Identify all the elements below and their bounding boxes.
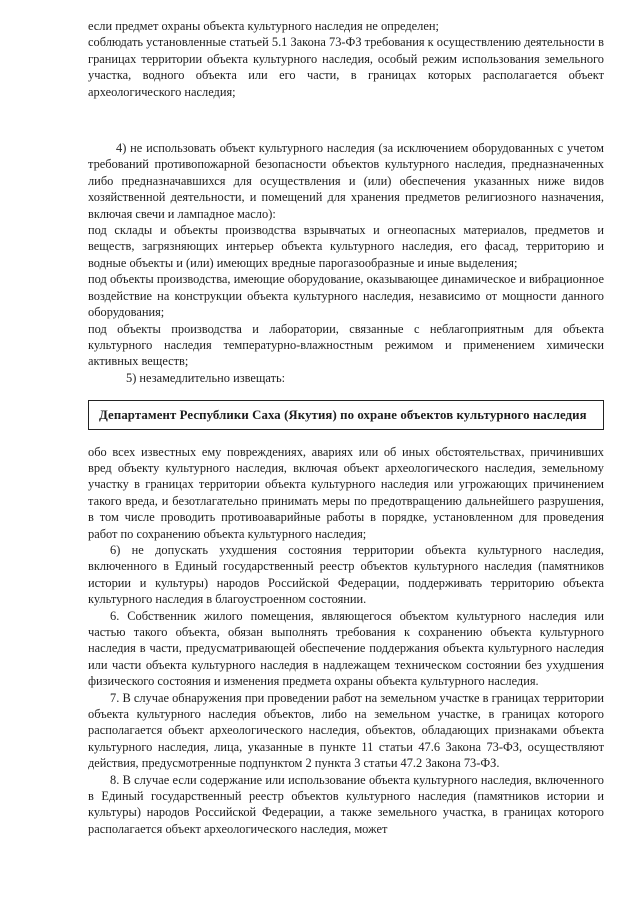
spacer — [88, 100, 604, 140]
item-4-subitem-production: под объекты производства, имеющие оборудование, оказывающее динамическое и вибрационное воздействие на конструкции объекта культурного наследия, независимо от мощности данного оборудования; — [88, 272, 604, 320]
paragraph-comply-requirements: соблюдать установленные статьей 5.1 Закона 73-ФЗ требования к осуществлению деятельности в границах территории объекта культурного наследия, особый режим использования земельного участка, водного объекта или его части, в границах которых располагается объект археологического наследия; — [88, 35, 604, 99]
item-5: 5) незамедлительно извещать: — [126, 370, 286, 385]
paragraph-protection-subject: если предмет охраны объекта культурного наследия не определен; — [88, 19, 439, 33]
department-box — [88, 400, 604, 429]
section-7: 7. В случае обнаружения при проведении работ на земельном участке в границах территории объекта культурного наследия объектов, либо на земельном участке, в границах которого располагается объект археологического наследия, объектов, обладающих признаками объекта культурного наследия, лица, указанные в пункте 11 статьи 47.6 Закона 73-ФЗ, осуществляют действия, предусмотренные подпунктом 2 пункта 3 статьи 47.2 Закона 73-ФЗ. — [88, 690, 604, 771]
section-8: 8. В случае если содержание или использование объекта культурного наследия, включенного в Единый государственный реестр объектов культурного наследия (памятников истории и культуры) народов Российской Федерации, а также земельного участка, в границах которого располагается объект археологического наследия, может — [88, 772, 604, 836]
item-4-intro: 4) не использовать объект культурного наследия (за исключением оборудованных с учетом требований противопожарной безопасности объектов культурного наследия, предназначенных либо предназначавшихся для осуществления и (или) обеспечения указанных ниже видов хозяйственной деятельности, и помещений для хранения предметов религиозного назначения, включая свечи и лампадное масло): — [88, 141, 604, 221]
section-6: 6. Собственник жилого помещения, являющегося объектом культурного наследия или частью такого объекта, обязан выполнять требования к сохранению объекта культурного наследия в части, предусматривающей обеспечение поддержания объекта культурного наследия или части объекта культурного наследия в надлежащем техническом состоянии без ухудшения физического состояния и изменения предмета охраны объекта культурного наследия. — [88, 608, 604, 689]
item-4-subitem-warehouses: под склады и объекты производства взрывчатых и огнеопасных материалов, предметов и веществ, загрязняющих интерьер объекта культурного наследия, его фасад, территорию и водные объекты и (или) имеющих вредные парогазообразные и иные выделения; — [88, 223, 604, 270]
paragraph-notify-damage: обо всех известных ему повреждениях, авариях или об иных обстоятельствах, причинивших вред объекту культурного наследия, включая объект археологического наследия, земельному участку в границах территории объекта культурного наследия или угрожающих причинением такого вреда, и безотлагательно принимать меры по предотвращению дальнейшего разрушения, в том числе проводить противоаварийные работы в порядке, установленном для проведения работ по сохранению объекта культурного наследия; — [88, 444, 604, 541]
department-name: Департамент Республики Саха (Якутия) по охране объектов культурного наследия — [99, 408, 587, 423]
item-6: 6) не допускать ухудшения состояния территории объекта культурного наследия, включенного в Единый государственный реестр объектов культурного наследия (памятников истории и культуры) народов Российской Федерации, поддерживать территорию объекта культурного наследия в благоустроенном состоянии. — [88, 542, 604, 607]
item-4-subitem-laboratories: под объекты производства и лаборатории, связанные с неблагоприятным для объекта культурного наследия температурно-влажностным режимом и применением химически активных веществ; — [88, 321, 604, 369]
